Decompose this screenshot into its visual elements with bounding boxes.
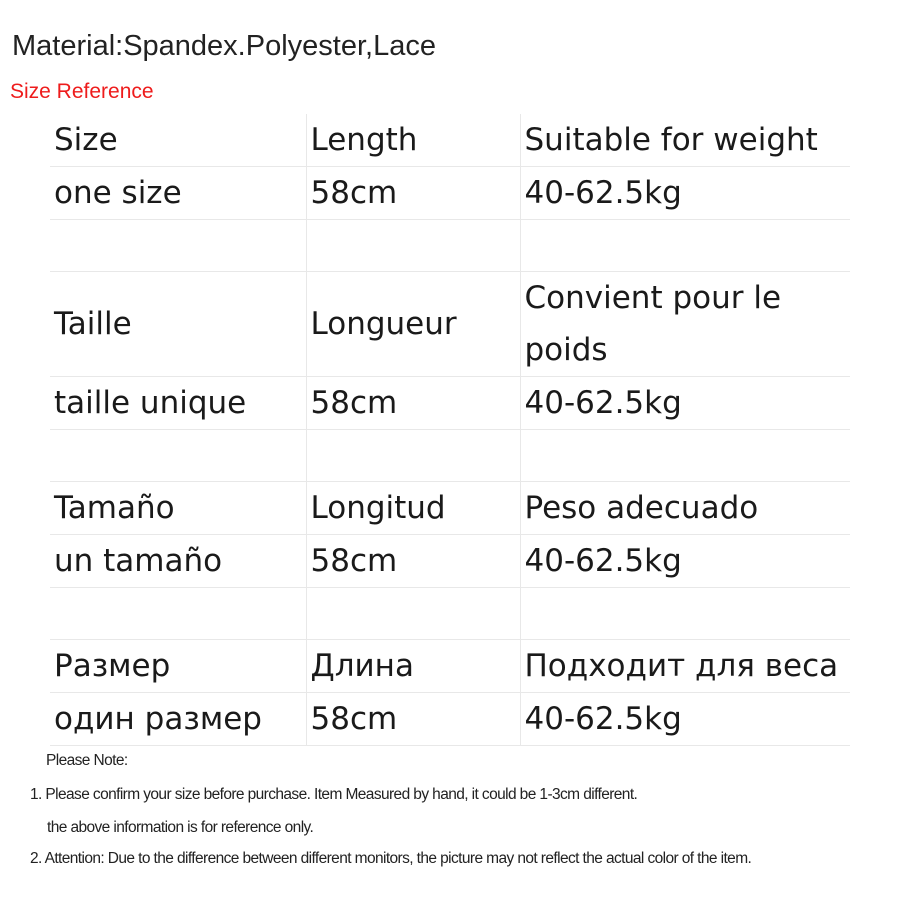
- table-cell: [50, 588, 306, 640]
- table-row: [50, 640, 850, 693]
- table-cell: Longitud: [306, 482, 520, 535]
- table-cell: Taille: [50, 272, 306, 377]
- table-cell: 40-62.5kg: [520, 535, 850, 588]
- table-row: [50, 114, 850, 167]
- table-cell: Longueur: [306, 272, 520, 377]
- table-cell: [306, 588, 520, 640]
- size-table: [50, 114, 850, 746]
- table-cell: Tamaño: [50, 482, 306, 535]
- table-row: [50, 535, 850, 588]
- note-item-2: 2. Attention: Due to the difference between different monitors, the picture may not reflect the actual color of the item.: [30, 850, 752, 867]
- table-cell: Подходит для веса: [520, 640, 850, 693]
- table-cell: Размер: [50, 640, 306, 693]
- table-cell: 40-62.5kg: [520, 693, 850, 746]
- table-cell: Suitable for weight: [520, 114, 850, 167]
- table-cell: taille unique: [50, 377, 306, 430]
- table-cell: Length: [306, 114, 520, 167]
- table-cell: un tamaño: [50, 535, 306, 588]
- table-cell: Peso adecuado: [520, 482, 850, 535]
- table-row: [50, 588, 850, 640]
- table-row: [50, 167, 850, 220]
- size-reference-label: Size Reference: [10, 80, 154, 103]
- table-cell: 58cm: [306, 167, 520, 220]
- table-cell: Длина: [306, 640, 520, 693]
- table-row: [50, 272, 850, 377]
- table-cell: [50, 430, 306, 482]
- table-row: [50, 377, 850, 430]
- table-cell: 40-62.5kg: [520, 167, 850, 220]
- material-line: Material:Spandex.Polyester,Lace: [12, 30, 436, 62]
- table-cell: 58cm: [306, 693, 520, 746]
- table-cell: 58cm: [306, 377, 520, 430]
- table-cell: [306, 220, 520, 272]
- table-cell: Size: [50, 114, 306, 167]
- table-cell: [520, 430, 850, 482]
- table-cell: [306, 430, 520, 482]
- table-row: [50, 220, 850, 272]
- table-cell: Convient pour le poids: [520, 272, 850, 377]
- notes-title: Please Note:: [46, 752, 128, 769]
- table-cell: один размер: [50, 693, 306, 746]
- note-item-1: 1. Please confirm your size before purchase. Item Measured by hand, it could be 1-3cm different.: [30, 786, 638, 803]
- table-cell: 40-62.5kg: [520, 377, 850, 430]
- table-cell: one size: [50, 167, 306, 220]
- table-row: [50, 693, 850, 746]
- table-row: [50, 430, 850, 482]
- table-cell: 58cm: [306, 535, 520, 588]
- table-row: [50, 482, 850, 535]
- note-item-1-continued: the above information is for reference only.: [47, 819, 314, 836]
- table-cell: [50, 220, 306, 272]
- table-cell: [520, 588, 850, 640]
- table-cell: [520, 220, 850, 272]
